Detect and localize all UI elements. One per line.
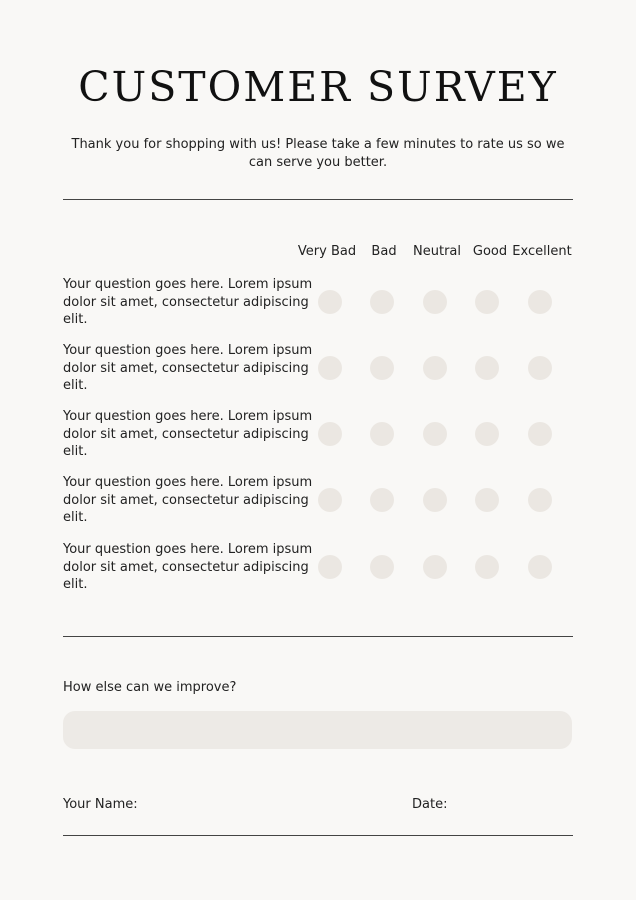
improve-input[interactable]: [63, 711, 572, 749]
scale-label-excellent: Excellent: [512, 244, 572, 259]
rating-q2-neutral[interactable]: [423, 356, 447, 380]
rating-q3-neutral[interactable]: [423, 422, 447, 446]
rating-q2-excellent[interactable]: [528, 356, 552, 380]
top-divider: [63, 199, 573, 200]
rating-q1-very-bad[interactable]: [318, 290, 342, 314]
intro-text: Thank you for shopping with us! Please take a few minutes to rate us so we can serve you better.: [71, 137, 565, 170]
rating-q3-bad[interactable]: [370, 422, 394, 446]
scale-label-neutral: Neutral: [413, 244, 461, 259]
rating-q4-very-bad[interactable]: [318, 488, 342, 512]
rating-q4-neutral[interactable]: [423, 488, 447, 512]
scale-label-bad: Bad: [371, 244, 397, 259]
improve-label: How else can we improve?: [63, 680, 237, 695]
question-1: Your question goes here. Lorem ipsum dolor sit amet, consectetur adipiscing elit.: [63, 277, 313, 327]
name-label: Your Name:: [63, 797, 138, 812]
rating-q5-very-bad[interactable]: [318, 555, 342, 579]
scale-label-very-bad: Very Bad: [297, 244, 357, 259]
rating-q2-very-bad[interactable]: [318, 356, 342, 380]
scale-label-good: Good: [472, 244, 508, 259]
rating-q5-excellent[interactable]: [528, 555, 552, 579]
rating-q3-good[interactable]: [475, 422, 499, 446]
signature-line[interactable]: [63, 835, 573, 836]
rating-q1-bad[interactable]: [370, 290, 394, 314]
rating-q1-good[interactable]: [475, 290, 499, 314]
question-3: Your question goes here. Lorem ipsum dolor sit amet, consectetur adipiscing elit.: [63, 409, 313, 459]
question-2: Your question goes here. Lorem ipsum dolor sit amet, consectetur adipiscing elit.: [63, 343, 313, 393]
rating-q5-neutral[interactable]: [423, 555, 447, 579]
question-5: Your question goes here. Lorem ipsum dolor sit amet, consectetur adipiscing elit.: [63, 542, 313, 592]
rating-q3-excellent[interactable]: [528, 422, 552, 446]
date-label: Date:: [412, 797, 448, 812]
rating-q5-bad[interactable]: [370, 555, 394, 579]
rating-q4-good[interactable]: [475, 488, 499, 512]
rating-q5-good[interactable]: [475, 555, 499, 579]
rating-q2-bad[interactable]: [370, 356, 394, 380]
question-4: Your question goes here. Lorem ipsum dolor sit amet, consectetur adipiscing elit.: [63, 475, 313, 525]
rating-q3-very-bad[interactable]: [318, 422, 342, 446]
rating-q4-bad[interactable]: [370, 488, 394, 512]
survey-title: CUSTOMER SURVEY: [78, 63, 558, 111]
rating-q1-excellent[interactable]: [528, 290, 552, 314]
rating-q2-good[interactable]: [475, 356, 499, 380]
middle-divider: [63, 636, 573, 637]
rating-q4-excellent[interactable]: [528, 488, 552, 512]
rating-q1-neutral[interactable]: [423, 290, 447, 314]
